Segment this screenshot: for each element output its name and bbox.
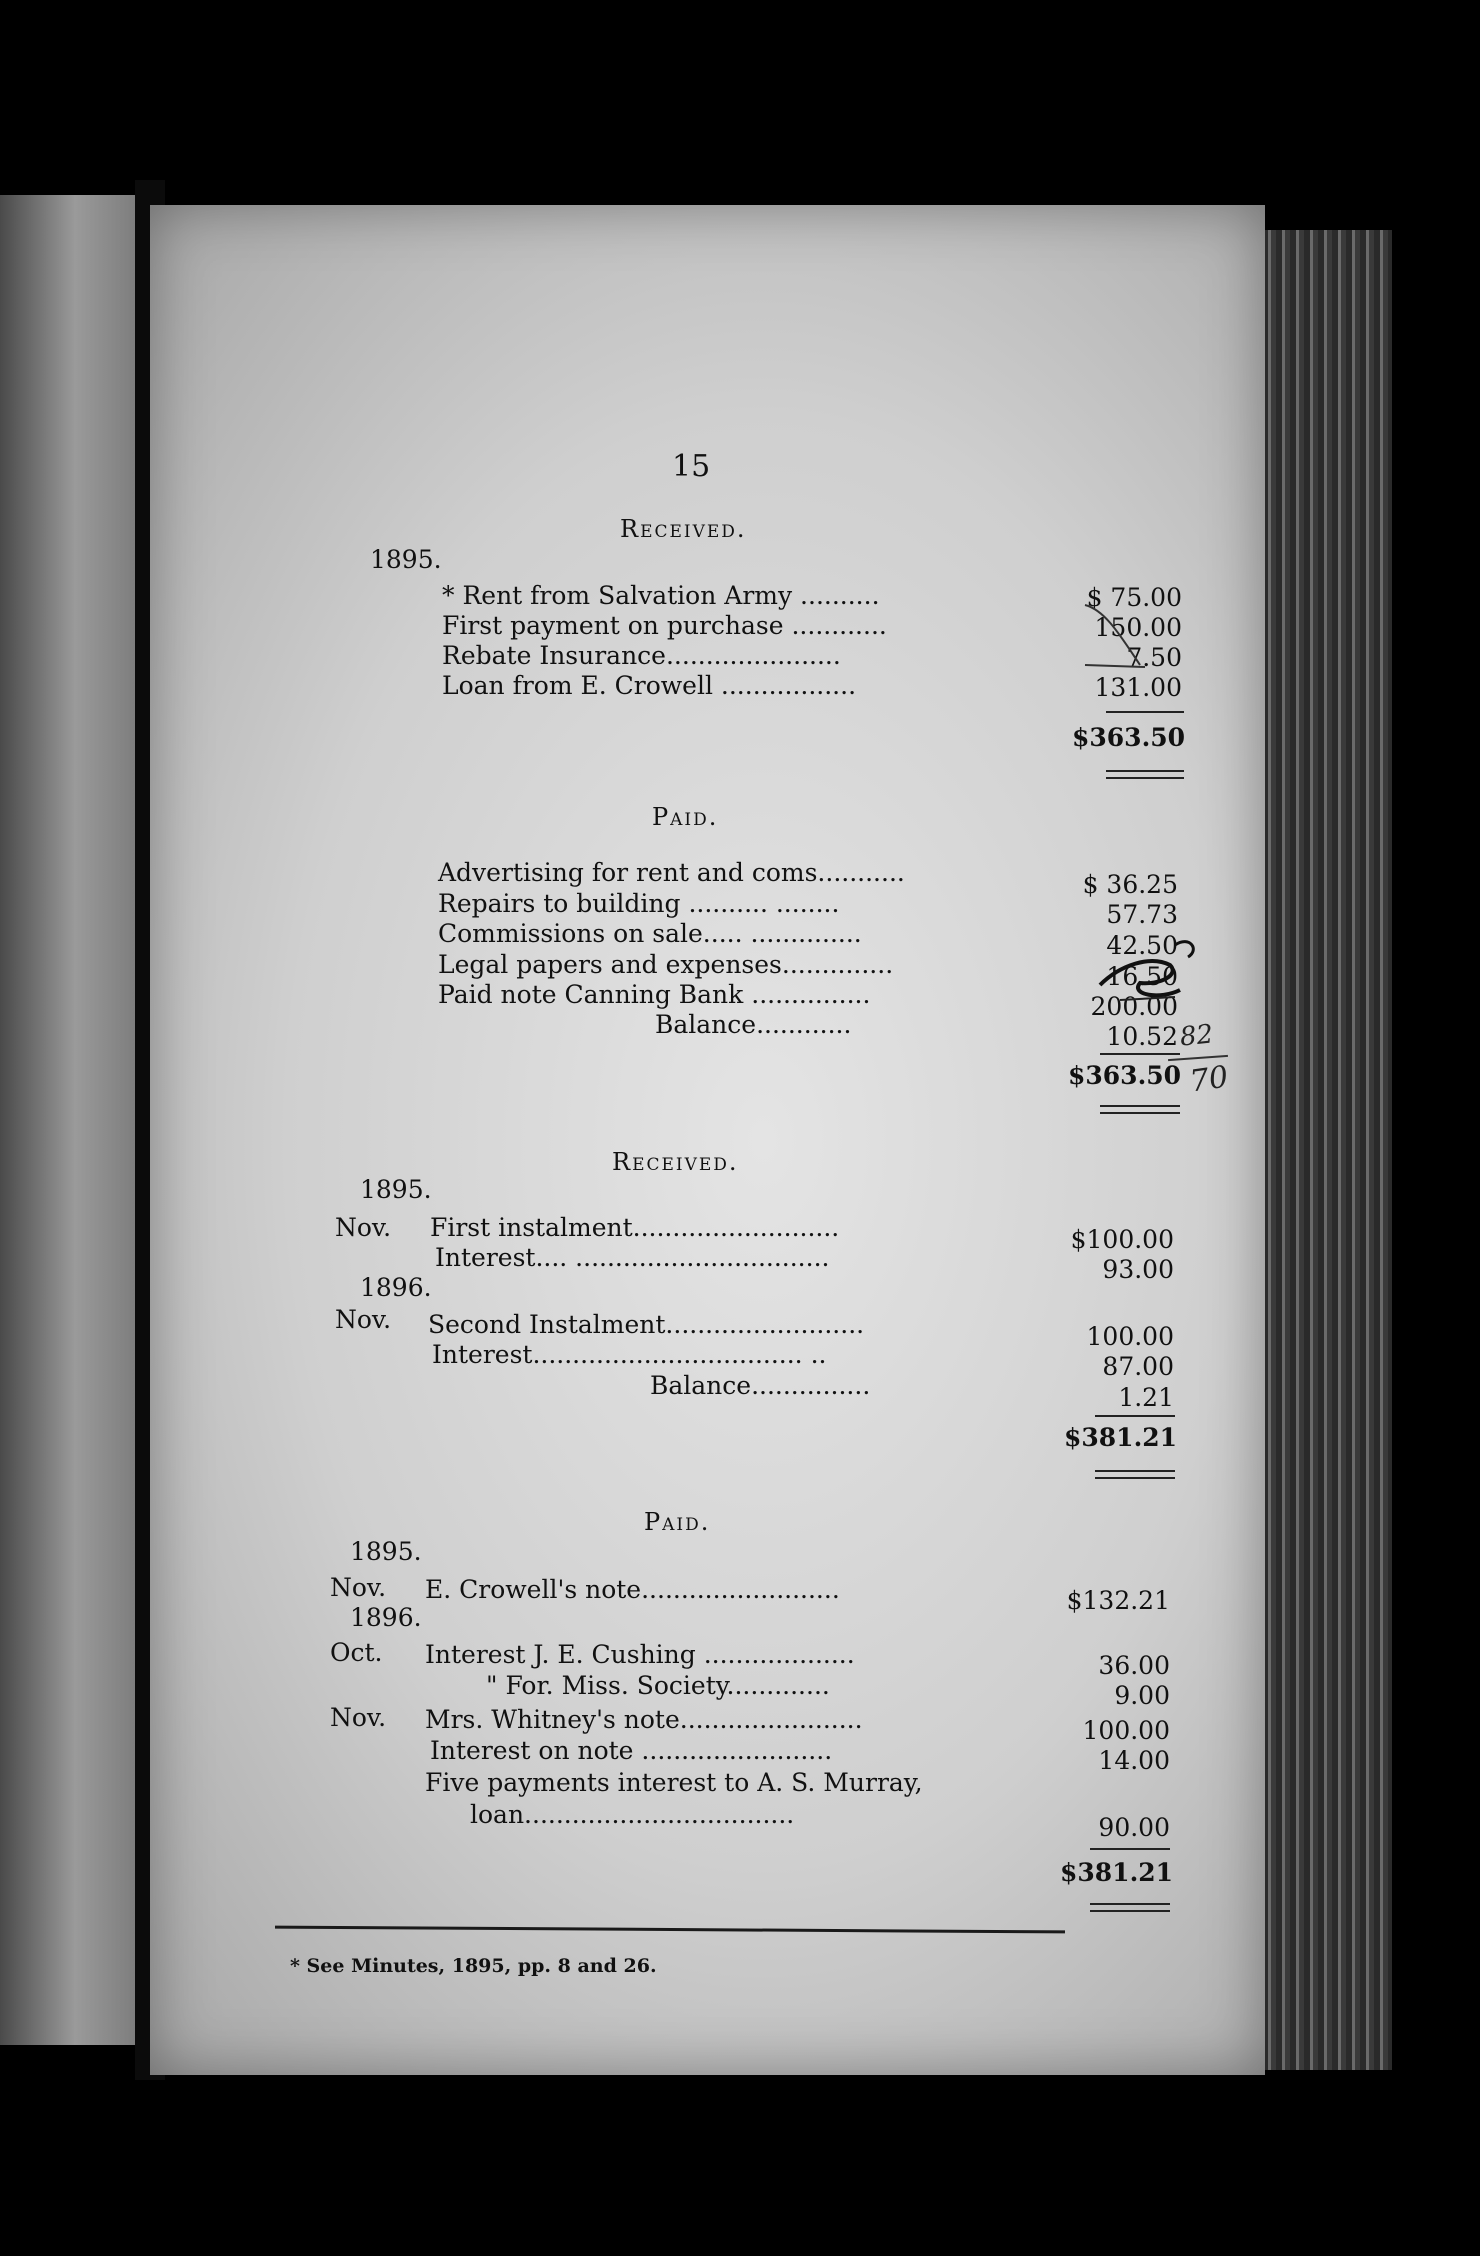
ledger-item-text: Interest.... ................................ [435,1243,830,1272]
ledger-item-amount: 150.00 [1094,613,1182,642]
ledger-item-amount: 42.50 [1106,931,1178,960]
ledger-item-text: E. Crowell's note......................... [425,1575,840,1604]
ledger-item-amount: $132.21 [1066,1586,1170,1615]
ledger-item-text: First instalment.......................... [430,1213,840,1242]
ledger-item-amount: $100.00 [1070,1225,1174,1254]
ledger-item-text: Loan from E. Crowell ................. [442,671,857,700]
section-total: $381.21 [1060,1858,1174,1887]
ledger-item-amount: 100.00 [1086,1322,1174,1351]
book-page [150,205,1265,2075]
subtotal-rule [1095,1415,1175,1417]
ledger-item-amount: 100.00 [1082,1716,1170,1745]
subtotal-rule [1090,1848,1170,1850]
ledger-balance-text: Balance............ [655,1010,852,1039]
ledger-item-text: * Rent from Salvation Army .......... [442,581,880,610]
section-heading-paid-1: Paid. [652,803,719,831]
double-rule-top [1095,1470,1175,1472]
ledger-item-text: loan.................................. [470,1800,795,1829]
ledger-item-text: Rebate Insurance...................... [442,641,841,670]
ledger-item-text: Second Instalment......................... [428,1310,865,1339]
section-year: 1895. [370,545,442,574]
row-date: Nov. [330,1573,387,1602]
facing-page-edge [0,195,150,2045]
double-rule-bottom [1100,1112,1180,1114]
ledger-balance-text: Balance............... [650,1371,871,1400]
ledger-item-amount: 87.00 [1102,1352,1174,1381]
ledger-item-amount: 10.52 [1106,1022,1178,1051]
row-year: 1895. [350,1537,422,1566]
footnote-rule [275,1926,1065,1934]
row-date: Nov. [335,1305,392,1334]
ledger-item-text: " For. Miss. Society............. [486,1671,830,1700]
section-heading-received-1: Received. [620,515,747,543]
row-year: 1896. [350,1603,422,1632]
ledger-item-amount: $ 36.25 [1082,870,1178,899]
ledger-item-text: First payment on purchase ............ [442,611,887,640]
ledger-item-amount: 36.00 [1098,1651,1170,1680]
row-year: 1896. [360,1273,432,1302]
ledger-item-amount: 1.21 [1118,1383,1174,1412]
row-date: Nov. [330,1703,387,1732]
ledger-item-text: Mrs. Whitney's note....................... [425,1705,863,1734]
ledger-item-text: Five payments interest to A. S. Murray, [425,1768,923,1797]
double-rule-bottom [1095,1477,1175,1479]
ledger-item-amount: 9.00 [1114,1681,1170,1710]
ledger-item-amount: 16.50 [1106,962,1178,991]
ledger-item-text: Commissions on sale..... .............. [438,919,862,948]
ledger-item-text: Interest.................................. .. [432,1340,827,1369]
section-total: $363.50 [1068,1061,1182,1090]
ledger-item-text: Legal papers and expenses.............. [438,950,894,979]
ledger-item-amount: 14.00 [1098,1746,1170,1775]
ledger-item-text: Interest J. E. Cushing ................... [425,1640,855,1669]
section-heading-received-2: Received. [612,1148,739,1176]
ledger-item-amount: 7.50 [1126,643,1182,672]
double-rule-bottom [1090,1910,1170,1912]
double-rule-top [1090,1903,1170,1905]
ledger-item-text: Repairs to building .......... ........ [438,889,840,918]
ledger-item-amount: 57.73 [1106,900,1178,929]
ledger-item-amount: 90.00 [1098,1813,1170,1842]
section-total: $381.21 [1064,1423,1178,1452]
ledger-item-text: Advertising for rent and coms........... [438,858,905,887]
ledger-item-text: Paid note Canning Bank ............... [438,980,871,1009]
page-number: 15 [672,449,711,484]
section-heading-paid-2: Paid. [644,1508,711,1536]
page-block-edges [1262,230,1392,2070]
ledger-item-amount: 131.00 [1094,673,1182,702]
double-rule-top [1100,1105,1180,1107]
row-year: 1895. [360,1175,432,1204]
ledger-item-amount: 93.00 [1102,1255,1174,1284]
handwritten-note: 70 [1187,1059,1231,1100]
footnote: * See Minutes, 1895, pp. 8 and 26. [290,1955,657,1977]
ledger-item-text: Interest on note ........................ [430,1736,833,1765]
row-date: Oct. [330,1638,383,1667]
handwritten-note: 82 [1178,1019,1215,1053]
section-total: $363.50 [1072,723,1186,752]
row-date: Nov. [335,1213,392,1242]
ledger-item-amount: $ 75.00 [1086,583,1182,612]
ledger-item-amount: 200.00 [1090,992,1178,1021]
